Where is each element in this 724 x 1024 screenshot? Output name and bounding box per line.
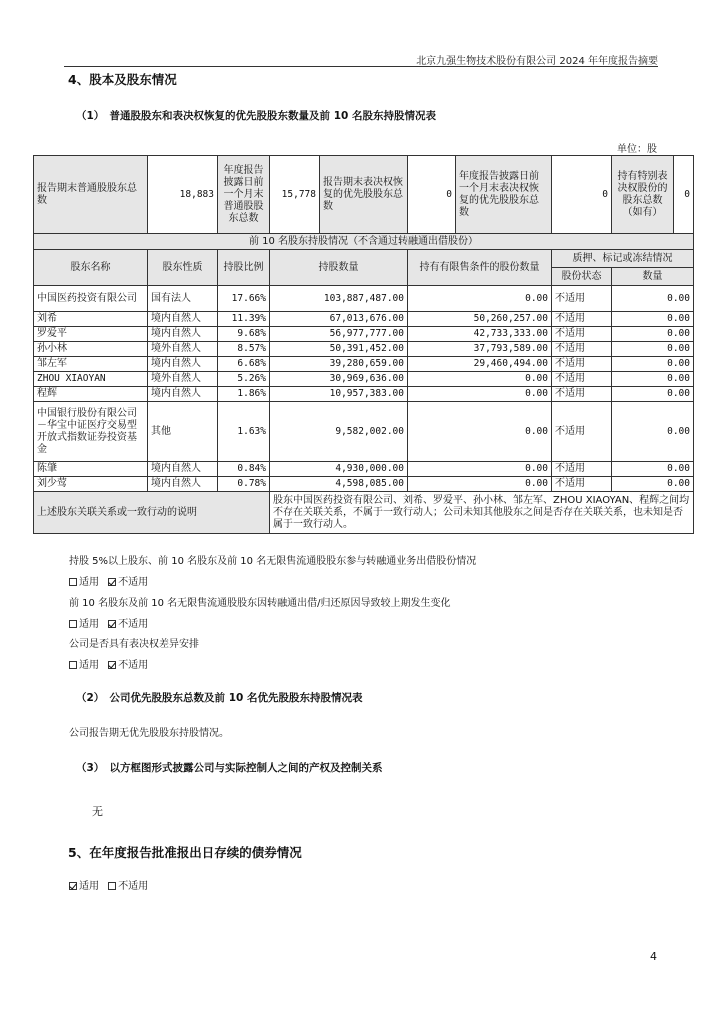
holder-name: 程辉	[34, 387, 148, 402]
pledge-qty: 0.00	[612, 477, 694, 492]
holder-nature: 境外自然人	[148, 372, 218, 387]
holder-qty: 39,280,659.00	[270, 357, 408, 372]
relation-text: 股东中国医药投资有限公司、刘希、罗爱平、孙小林、邹左军、ZHOU XIAOYAN、程辉之间均不存在关联关系，不属于一致行动人；公司未知其他股东之间是否存在关联关系，也未知是否属于一致行动人。	[270, 492, 694, 534]
pledge-qty: 0.00	[612, 286, 694, 312]
holder-name: 陈肇	[34, 462, 148, 477]
col-pledge: 质押、标记或冻结情况	[552, 250, 694, 268]
holder-name: 罗爱平	[34, 327, 148, 342]
sub3-text: 无	[92, 805, 103, 818]
holder-name: 中国医药投资有限公司	[34, 286, 148, 312]
sub2-text: 公司报告期无优先股股东持股情况。	[69, 728, 229, 739]
table-row	[34, 372, 694, 387]
table-row	[34, 342, 694, 357]
section-5-title: 5、在年度报告批准报出日存续的债券情况	[68, 845, 302, 860]
option-label: 不适用	[118, 881, 149, 892]
holder-nature: 境内自然人	[148, 357, 218, 372]
holder-ratio: 6.68%	[218, 357, 270, 372]
col-pledge-status: 股份状态	[552, 268, 612, 286]
col-pledge-qty: 数量	[612, 268, 694, 286]
q3-not-apply-option[interactable]	[108, 660, 148, 671]
holder-name: ZHOU XIAOYAN	[34, 372, 148, 387]
summary-value-3: 0	[408, 156, 456, 234]
holder-restricted: 0.00	[408, 387, 552, 402]
holder-nature: 境内自然人	[148, 462, 218, 477]
sub3-title: （3） 以方框图形式披露公司与实际控制人之间的产权及控制关系	[76, 762, 383, 774]
holder-restricted: 0.00	[408, 402, 552, 462]
unit-label: 单位：股	[617, 144, 657, 155]
option-label: 不适用	[118, 577, 149, 588]
pledge-qty: 0.00	[612, 327, 694, 342]
pledge-status: 不适用	[552, 357, 612, 372]
page-header: 北京九强生物技术股份有限公司 2024 年年度报告摘要	[416, 56, 658, 67]
holder-restricted: 0.00	[408, 462, 552, 477]
summary-label-2: 年度报告披露日前一个月末普通股股东总数	[218, 156, 270, 234]
option-label: 适用	[79, 660, 99, 671]
holder-restricted: 50,260,257.00	[408, 312, 552, 327]
holder-name: 邹左军	[34, 357, 148, 372]
checkbox-unchecked-icon	[69, 661, 77, 669]
holder-name: 刘少莺	[34, 477, 148, 492]
q3-text: 公司是否具有表决权差异安排	[69, 639, 199, 650]
holder-qty: 50,391,452.00	[270, 342, 408, 357]
pledge-status: 不适用	[552, 462, 612, 477]
checkbox-unchecked-icon	[69, 620, 77, 628]
summary-label-1: 报告期末普通股股东总数	[34, 156, 148, 234]
table-row	[34, 387, 694, 402]
checkbox-checked-icon	[108, 578, 116, 586]
checkbox-checked-icon	[108, 620, 116, 628]
col-ratio: 持股比例	[218, 250, 270, 286]
col-name: 股东名称	[34, 250, 148, 286]
s5-apply-option[interactable]	[69, 881, 99, 892]
checkbox-unchecked-icon	[108, 882, 116, 890]
holder-restricted: 0.00	[408, 372, 552, 387]
col-restricted: 持有有限售条件的股份数量	[408, 250, 552, 286]
holder-restricted: 42,733,333.00	[408, 327, 552, 342]
table-row	[34, 327, 694, 342]
pledge-status: 不适用	[552, 477, 612, 492]
col-qty: 持股数量	[270, 250, 408, 286]
pledge-qty: 0.00	[612, 342, 694, 357]
summary-label-4: 年度报告披露日前一个月末表决权恢复的优先股股东总数	[456, 156, 552, 234]
summary-row	[34, 156, 694, 234]
q3-options	[69, 656, 154, 671]
table-row	[34, 312, 694, 327]
pledge-status: 不适用	[552, 387, 612, 402]
col-nature: 股东性质	[148, 250, 218, 286]
q3-apply-option[interactable]	[69, 660, 99, 671]
table-row	[34, 357, 694, 372]
table-row	[34, 402, 694, 462]
option-label: 适用	[79, 881, 99, 892]
holder-qty: 30,969,636.00	[270, 372, 408, 387]
pledge-qty: 0.00	[612, 357, 694, 372]
shareholders-table	[33, 155, 694, 534]
pledge-qty: 0.00	[612, 402, 694, 462]
holder-name: 中国银行股份有限公司－华宝中证医疗交易型开放式指数证券投资基金	[34, 402, 148, 462]
q2-apply-option[interactable]	[69, 619, 99, 630]
pledge-status: 不适用	[552, 372, 612, 387]
holder-nature: 其他	[148, 402, 218, 462]
q1-options	[69, 573, 154, 588]
pledge-qty: 0.00	[612, 387, 694, 402]
holder-qty: 9,582,002.00	[270, 402, 408, 462]
table-row	[34, 477, 694, 492]
holder-nature: 境内自然人	[148, 387, 218, 402]
holder-ratio: 8.57%	[218, 342, 270, 357]
holder-ratio: 1.63%	[218, 402, 270, 462]
summary-value-2: 15,778	[270, 156, 320, 234]
holder-qty: 4,598,085.00	[270, 477, 408, 492]
checkbox-checked-icon	[69, 882, 77, 890]
holder-name: 孙小林	[34, 342, 148, 357]
holder-nature: 境外自然人	[148, 342, 218, 357]
q1-text: 持股 5%以上股东、前 10 名股东及前 10 名无限售流通股股东参与转融通业务出借股份情况	[69, 556, 477, 567]
holder-restricted: 0.00	[408, 477, 552, 492]
option-label: 适用	[79, 619, 99, 630]
page-number: 4	[650, 950, 657, 963]
holder-ratio: 5.26%	[218, 372, 270, 387]
holder-nature: 境内自然人	[148, 327, 218, 342]
option-label: 适用	[79, 577, 99, 588]
holder-restricted: 37,793,589.00	[408, 342, 552, 357]
q2-text: 前 10 名股东及前 10 名无限售流通股股东因转融通出借/归还原因导致较上期发生变化	[69, 598, 451, 609]
holder-qty: 67,013,676.00	[270, 312, 408, 327]
sub2-title: （2） 公司优先股股东总数及前 10 名优先股股东持股情况表	[76, 692, 363, 704]
q2-options	[69, 615, 154, 630]
section5-options	[69, 877, 154, 892]
summary-label-5: 持有特别表决权股份的股东总数（如有）	[612, 156, 674, 234]
checkbox-checked-icon	[108, 661, 116, 669]
summary-value-1: 18,883	[148, 156, 218, 234]
pledge-status: 不适用	[552, 327, 612, 342]
option-label: 不适用	[118, 619, 149, 630]
holder-restricted: 29,460,494.00	[408, 357, 552, 372]
relation-label: 上述股东关联关系或一致行动的说明	[34, 492, 270, 534]
holder-qty: 103,887,487.00	[270, 286, 408, 312]
holder-ratio: 0.78%	[218, 477, 270, 492]
holder-ratio: 1.86%	[218, 387, 270, 402]
holder-restricted: 0.00	[408, 286, 552, 312]
sub1-title: （1） 普通股股东和表决权恢复的优先股股东数量及前 10 名股东持股情况表	[76, 110, 436, 122]
summary-value-5: 0	[674, 156, 694, 234]
pledge-qty: 0.00	[612, 462, 694, 477]
q2-not-apply-option[interactable]	[108, 619, 148, 630]
q1-not-apply-option[interactable]	[108, 577, 148, 588]
table-row	[34, 462, 694, 477]
top10-caption: 前 10 名股东持股情况（不含通过转融通出借股份）	[34, 234, 694, 250]
pledge-qty: 0.00	[612, 372, 694, 387]
holder-ratio: 9.68%	[218, 327, 270, 342]
summary-label-3: 报告期末表决权恢复的优先股股东总数	[320, 156, 408, 234]
option-label: 不适用	[118, 660, 149, 671]
holder-ratio: 0.84%	[218, 462, 270, 477]
table-row	[34, 286, 694, 312]
header-divider	[64, 66, 658, 67]
pledge-status: 不适用	[552, 402, 612, 462]
summary-value-4: 0	[552, 156, 612, 234]
pledge-status: 不适用	[552, 286, 612, 312]
holder-name: 刘希	[34, 312, 148, 327]
q1-apply-option[interactable]	[69, 577, 99, 588]
s5-not-apply-option[interactable]	[108, 881, 148, 892]
pledge-status: 不适用	[552, 312, 612, 327]
holder-ratio: 11.39%	[218, 312, 270, 327]
holder-ratio: 17.66%	[218, 286, 270, 312]
checkbox-unchecked-icon	[69, 578, 77, 586]
pledge-qty: 0.00	[612, 312, 694, 327]
holder-qty: 10,957,383.00	[270, 387, 408, 402]
holder-qty: 4,930,000.00	[270, 462, 408, 477]
holder-nature: 境内自然人	[148, 312, 218, 327]
holder-nature: 国有法人	[148, 286, 218, 312]
holder-nature: 境内自然人	[148, 477, 218, 492]
section-4-title: 4、股本及股东情况	[68, 72, 177, 87]
holder-qty: 56,977,777.00	[270, 327, 408, 342]
pledge-status: 不适用	[552, 342, 612, 357]
